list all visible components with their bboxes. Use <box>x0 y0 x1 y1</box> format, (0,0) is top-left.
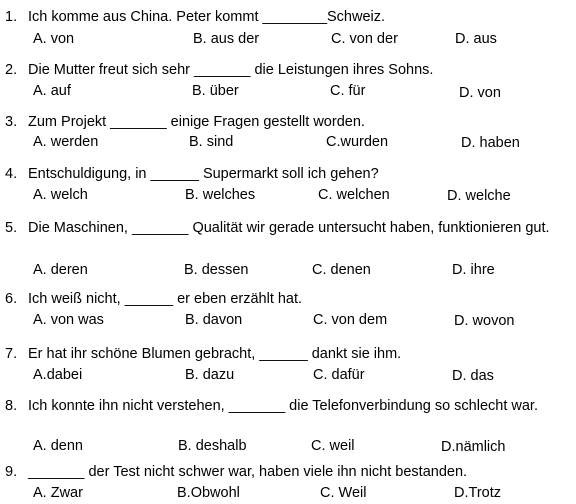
question-stem <box>5 113 365 131</box>
option-a: A. von <box>33 31 75 47</box>
question-text: Ich weiß nicht, ______ er eben erzählt hat. <box>28 291 303 307</box>
option-d: D. aus <box>455 31 497 47</box>
question-text: Ich konnte ihn nicht verstehen, _______ die Telefonverbindung so schlecht war. <box>28 398 538 414</box>
question-text: Entschuldigung, in ______ Supermarkt soll ich gehen? <box>28 166 379 182</box>
option-c: C. dafür <box>313 367 365 383</box>
option-d: D. von <box>459 85 501 101</box>
option-b: B.Obwohl <box>177 485 240 501</box>
option-a: A. von was <box>33 312 104 328</box>
option-c: C.wurden <box>326 134 389 150</box>
question-stem <box>5 61 433 79</box>
question-number: 6. <box>5 291 18 307</box>
question-stem <box>5 8 385 26</box>
option-c: C. von der <box>331 31 398 47</box>
option-b: B. dessen <box>184 262 249 278</box>
option-a: A. welch <box>33 187 88 203</box>
question-number: 4. <box>5 166 18 182</box>
option-c: C. Weil <box>320 485 367 501</box>
option-c: C. welchen <box>318 187 390 203</box>
option-d: D.Trotz <box>454 485 501 501</box>
option-b: B. aus der <box>193 31 260 47</box>
question-text: Ich komme aus China. Peter kommt ________Schweiz. <box>28 9 386 25</box>
question-text: _______ der Test nicht schwer war, haben viele ihn nicht bestanden. <box>28 464 468 480</box>
option-b: B. davon <box>185 312 243 328</box>
option-d: D.nämlich <box>441 439 506 455</box>
option-d: D. welche <box>447 188 511 204</box>
option-d: D. ihre <box>452 262 495 278</box>
question-stem <box>5 345 401 363</box>
option-b: B. über <box>192 83 239 99</box>
question-number: 7. <box>5 346 18 362</box>
option-a: A. auf <box>33 83 71 99</box>
question-number: 9. <box>5 464 18 480</box>
option-a: A. werden <box>33 134 99 150</box>
option-d: D. wovon <box>454 313 515 329</box>
option-b: B. deshalb <box>178 438 247 454</box>
option-a: A.dabei <box>33 367 83 383</box>
question-text: Die Maschinen, _______ Qualität wir gerade untersucht haben, funktionieren gut. <box>28 220 550 236</box>
option-c: C. denen <box>312 262 371 278</box>
question-number: 1. <box>5 9 18 25</box>
option-a: A. denn <box>33 438 83 454</box>
question-stem <box>5 165 379 183</box>
option-b: B. welches <box>185 187 256 203</box>
option-b: B. sind <box>189 134 234 150</box>
option-a: A. deren <box>33 262 88 278</box>
question-text: Zum Projekt _______ einige Fragen gestellt worden. <box>28 114 365 130</box>
option-c: C. von dem <box>313 312 388 328</box>
question-text: Die Mutter freut sich sehr _______ die Leistungen ihres Sohns. <box>28 62 434 78</box>
option-b: B. dazu <box>185 367 235 383</box>
option-d: D. haben <box>461 135 520 151</box>
question-text: Er hat ihr schöne Blumen gebracht, ______ dankt sie ihm. <box>28 346 402 362</box>
question-number: 5. <box>5 220 18 236</box>
question-number: 2. <box>5 62 18 78</box>
question-number: 8. <box>5 398 18 414</box>
question-stem <box>5 290 302 308</box>
option-c: C. für <box>330 83 366 99</box>
option-d: D. das <box>452 368 494 384</box>
option-c: C. weil <box>311 438 355 454</box>
option-a: A. Zwar <box>33 485 83 501</box>
question-stem <box>5 463 467 481</box>
question-number: 3. <box>5 114 18 130</box>
